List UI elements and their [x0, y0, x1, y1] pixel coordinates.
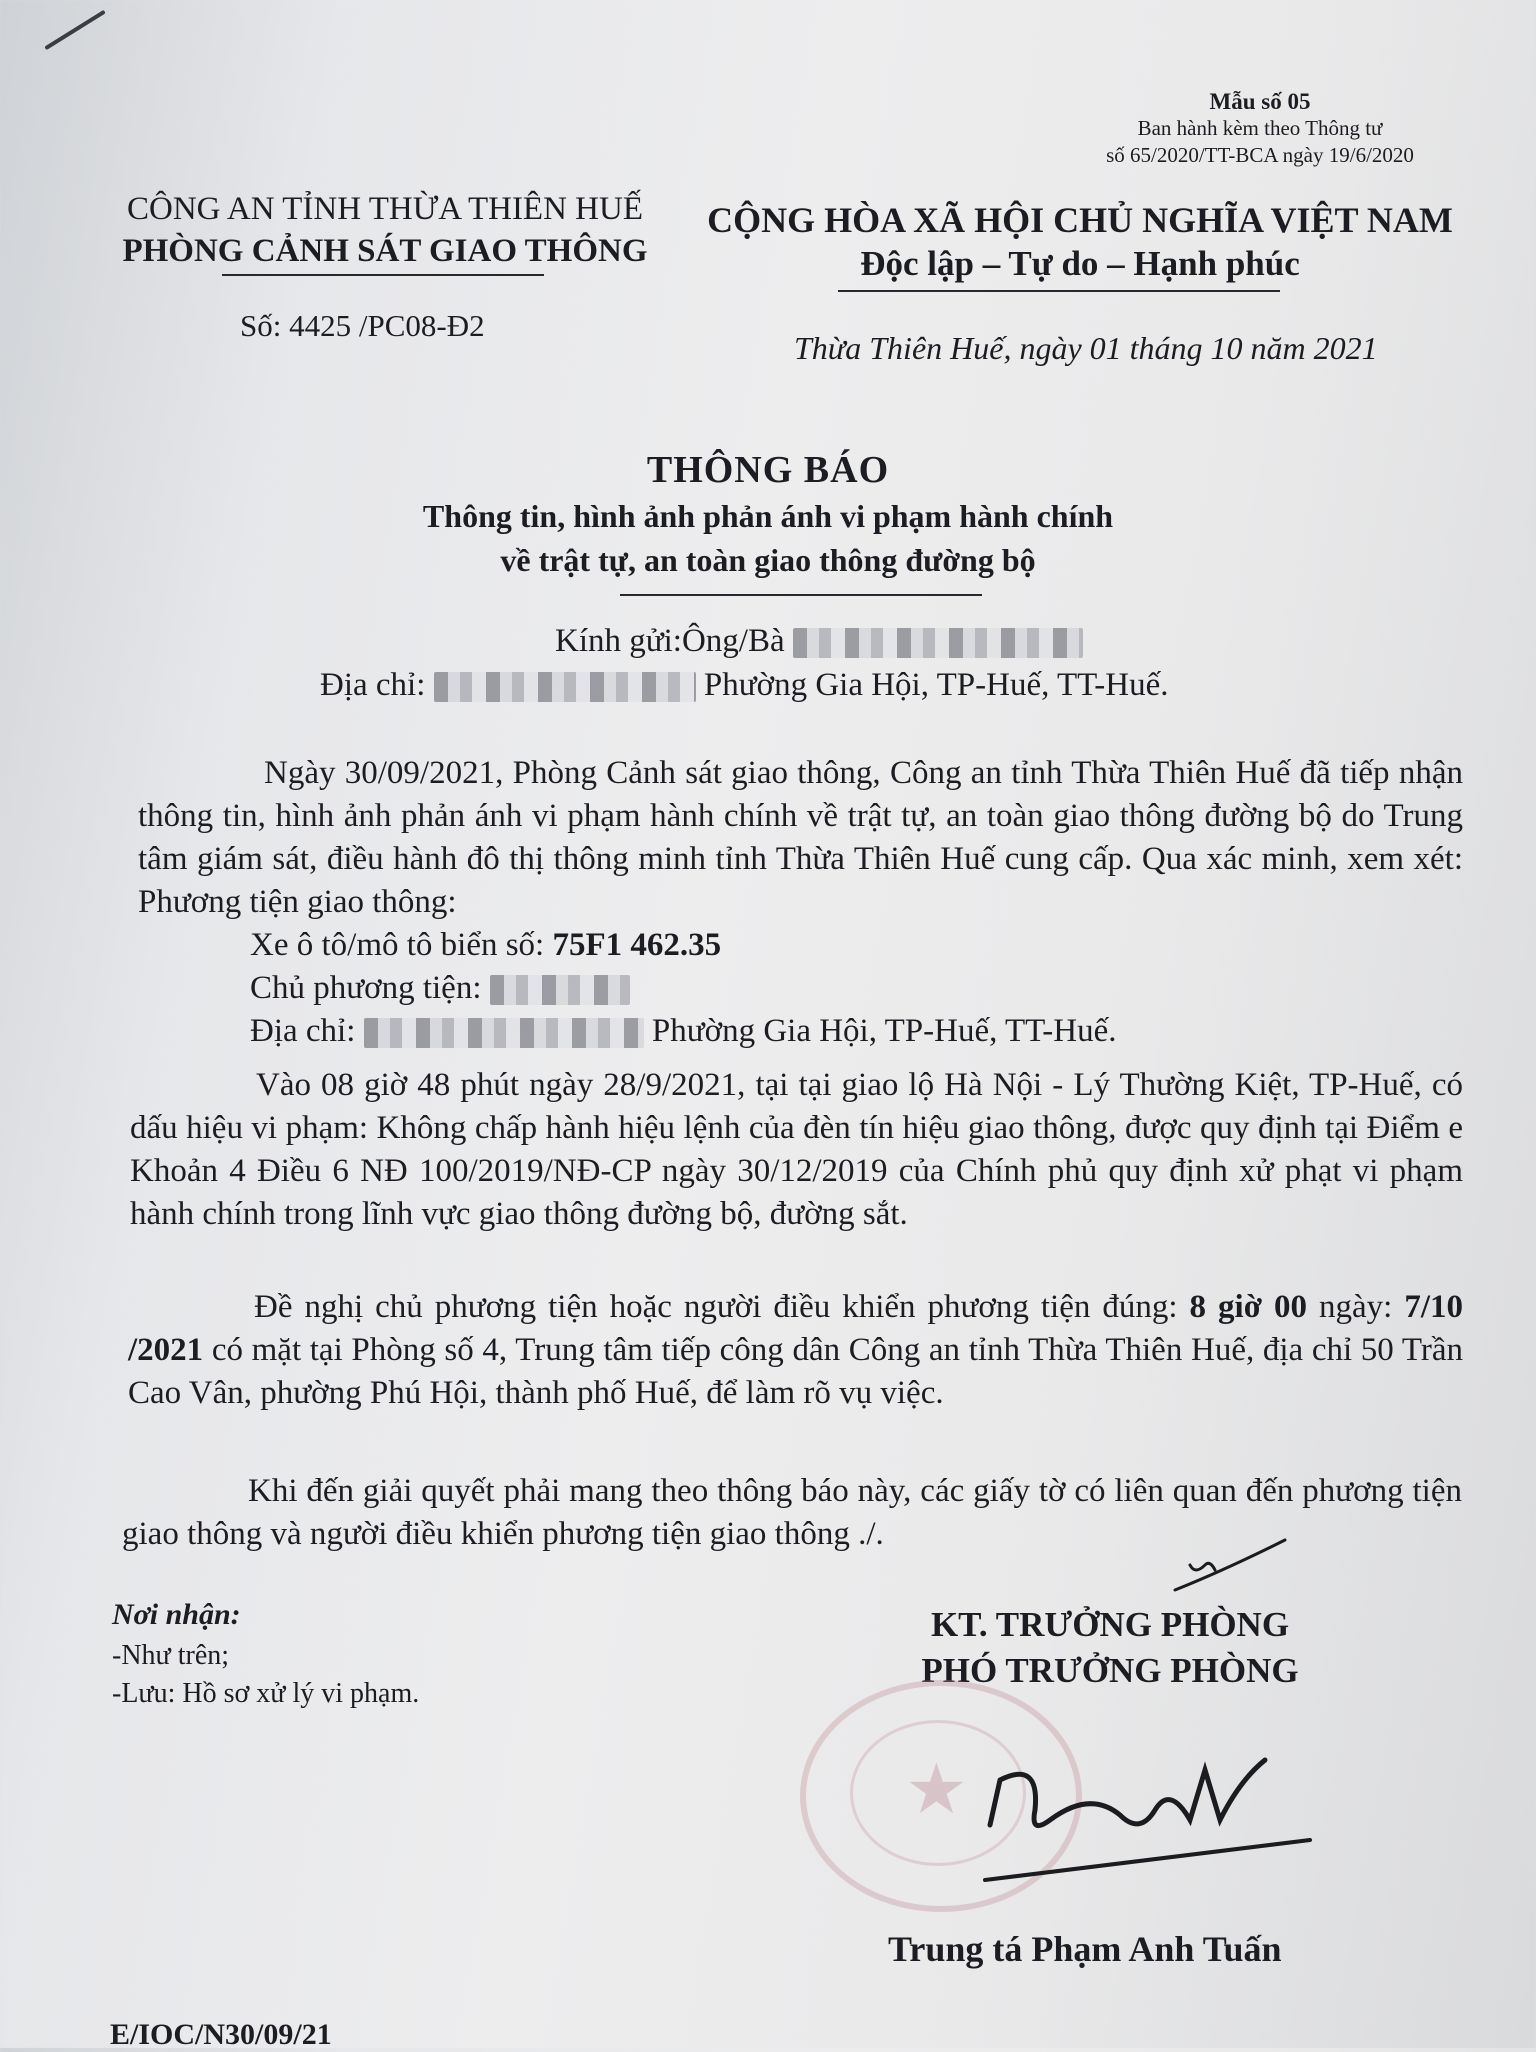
redacted-address: [434, 672, 696, 702]
redacted-owner-address: [364, 1018, 644, 1048]
agency-header: [100, 188, 670, 272]
recipient-address-label: Địa chỉ:: [320, 667, 426, 703]
paragraph-documents: Khi đến giải quyết phải mang theo thông báo này, các giấy tờ có liên quan đến phương tiện giao thông và người điều khiển phương tiện giao thông ./.: [122, 1473, 1462, 1552]
stamp-star-icon: ★: [905, 1752, 968, 1829]
paragraph-request: [128, 1286, 1463, 1415]
owner-line: [250, 967, 630, 1010]
signature-titles: [830, 1602, 1390, 1694]
recipient-address-line: [320, 664, 1169, 707]
plate-number: 75F1 462.35: [552, 927, 722, 963]
department-name: PHÒNG CẢNH SÁT GIAO THÔNG: [122, 233, 648, 269]
form-number-block: [1080, 88, 1440, 169]
signer-name: Trung tá Phạm Anh Tuấn: [888, 1929, 1282, 1969]
recipient-address-tail: Phường Gia Hội, TP-Huế, TT-Huế.: [703, 667, 1169, 703]
footer-code: E/IOC/N30/09/21: [110, 2018, 332, 2051]
paragraph-intro: Ngày 30/09/2021, Phòng Cảnh sát giao thông, Công an tỉnh Thừa Thiên Huế đã tiếp nhận thông tin, hình ảnh phản ánh vi phạm hành chính về trật tự, an toàn giao thông đường bộ do Trung tâm giám sát, điều hành đô thị thông minh tỉnh Thừa Thiên Huế cung cấp. Qua xác minh, xem xét: Phương tiện giao thông:: [138, 755, 1463, 920]
owner-label: Chủ phương tiện:: [250, 970, 482, 1006]
motto: Độc lập – Tự do – Hạnh phúc: [860, 244, 1300, 283]
plate-label: Xe ô tô/mô tô biển số:: [250, 927, 545, 963]
redacted-name: [793, 628, 1083, 658]
subtitle-line-1: Thông tin, hình ảnh phản ánh vi phạm hành chính: [422, 498, 1114, 534]
signature-title-1: KT. TRƯỞNG PHÒNG: [930, 1605, 1290, 1644]
document-date: Thừa Thiên Huế, ngày 01 tháng 10 năm 2021: [794, 330, 1378, 366]
national-header: [700, 198, 1460, 286]
initials-mark: [1165, 1530, 1295, 1600]
signature-title-2: PHÓ TRƯỞNG PHÒNG: [921, 1651, 1299, 1690]
document-number: Số: 4425 /PC08-Đ2: [240, 308, 485, 343]
notice-subtitle: [0, 494, 1536, 582]
receiver-item-1: -Như trên;: [112, 1640, 230, 1671]
redacted-owner: [490, 975, 630, 1005]
recipient-label: Kính gửi:Ông/Bà: [555, 623, 785, 659]
owner-address-line: [250, 1010, 1117, 1053]
paragraph-violation: Vào 08 giờ 48 phút ngày 28/9/2021, tại tại giao lộ Hà Nội - Lý Thường Kiệt, TP-Huế, có dấu hiệu vi phạm: Không chấp hành hiệu lệnh của đèn tín hiệu giao thông, được quy định tại Điểm e Khoản 4 Điều 6 NĐ 100/2019/NĐ-CP ngày 30/12/2019 của Chính phủ quy định xử phạt vi phạm hành chính trong lĩnh vực giao thông đường bộ, đường sắt.: [130, 1067, 1463, 1232]
agency-name: CÔNG AN TỈNH THỪA THIÊN HUẾ: [126, 191, 643, 227]
form-circular-ref: số 65/2020/TT-BCA ngày 19/6/2020: [1106, 143, 1414, 167]
receiver-item-2: -Lưu: Hồ sơ xử lý vi phạm.: [112, 1678, 420, 1709]
pen-mark: [44, 10, 105, 50]
form-issued-with: Ban hành kèm theo Thông tư: [1137, 116, 1383, 140]
request-day-label: ngày:: [1319, 1289, 1393, 1325]
title-underline: [620, 594, 982, 596]
notice-title: THÔNG BÁO: [646, 449, 890, 491]
request-pre: Đề nghị chủ phương tiện hoặc người điều khiển phương tiện đúng:: [254, 1289, 1178, 1325]
appointment-time: 8 giờ 00: [1189, 1289, 1307, 1325]
recipient-line: [555, 620, 1083, 663]
owner-address-label: Địa chỉ:: [250, 1013, 356, 1049]
handwritten-signature: [980, 1740, 1320, 1890]
motto-underline: [838, 290, 1280, 292]
appointment-date: 7/10 /2021: [128, 1289, 1463, 1368]
request-post: có mặt tại Phòng số 4, Trung tâm tiếp công dân Công an tỉnh Thừa Thiên Huế, địa chỉ 50 Trần Cao Vân, phường Phú Hội, thành phố Huế, để làm rõ vụ việc.: [128, 1332, 1463, 1411]
receivers-title: Nơi nhận:: [112, 1598, 241, 1631]
form-number: Mẫu số 05: [1209, 89, 1311, 114]
subtitle-line-2: về trật tự, an toàn giao thông đường bộ: [500, 542, 1036, 578]
country-name: CỘNG HÒA XÃ HỘI CHỦ NGHĨA VIỆT NAM: [707, 200, 1453, 240]
owner-address-tail: Phường Gia Hội, TP-Huế, TT-Huế.: [651, 1013, 1117, 1049]
department-underline: [222, 274, 544, 276]
plate-line: [250, 924, 721, 967]
